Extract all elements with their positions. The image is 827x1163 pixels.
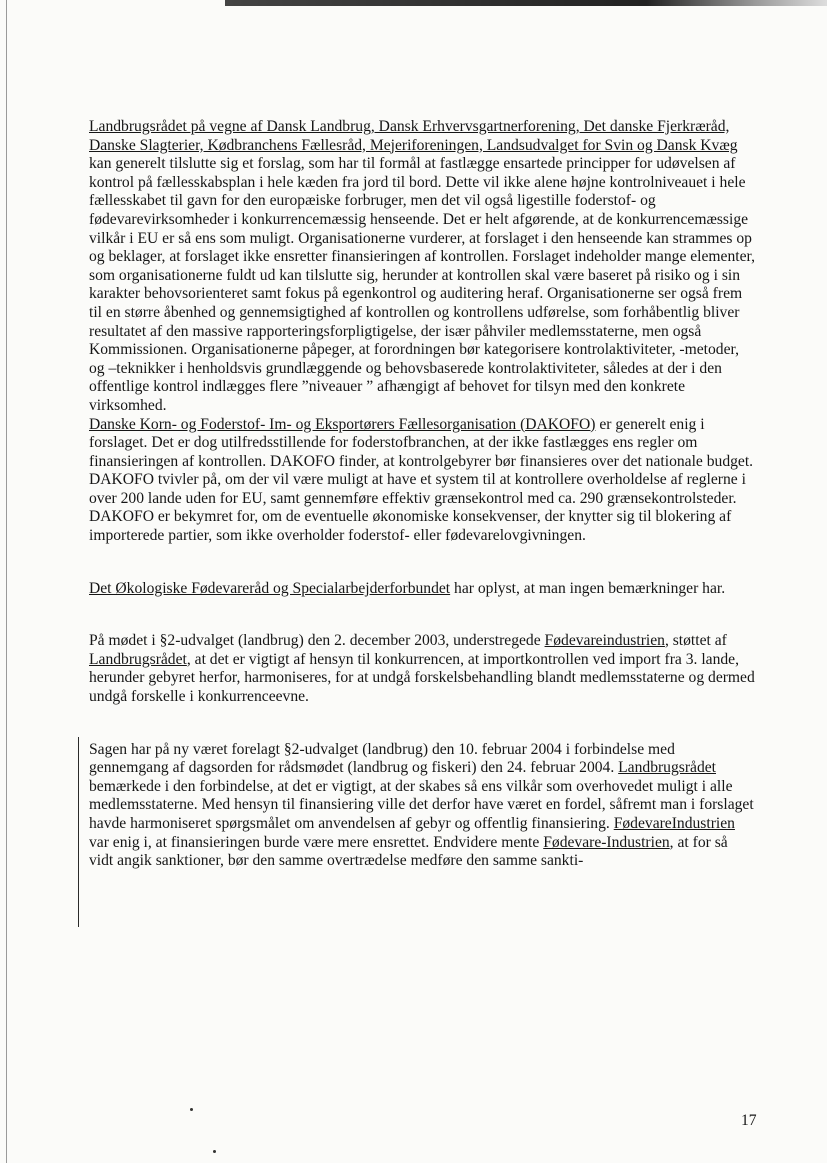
paragraph-text: var enig i, at finansieringen burde være mere ensrettet. Endvidere mente <box>89 833 544 851</box>
paragraph-text: Sagen har på ny været forelagt §2-udvalget (landbrug) den 10. februar 2004 i forbindelse med gennemgang af dagsorden for rådsmødet (landbrug og fiskeri) den 24. februar 2004. <box>89 740 675 777</box>
org-name: Landbrugsrådet på vegne af Dansk Landbrug, Dansk Erhvervsgartnerforening, Det danske Fjerkræråd, Danske Slagterier, Kødbranchens Fællesråd, Mejeriforeningen, Landsudvalget for Svin og Dansk Kvæg <box>89 118 738 154</box>
scan-speck <box>213 1150 216 1153</box>
paragraph-text: bemærkede i den forbindelse, at det er vigtigt, at der skabes så ens vilkår som overhovedet muligt i alle medlemsstaterne. Med hensyn til finansiering ville det derfor have været en fordel, såfremt man i forslaget havde harmoniseret spørgsmålet om anvendelsen af gebyr og offentlig finansiering. <box>89 777 754 832</box>
org-name: Landbrugsrådet <box>89 650 187 668</box>
org-name: FødevareIndustrien <box>613 815 735 832</box>
paragraph-text: er generelt enig i forslaget. Det er dog utilfredsstillende for foderstofbranchen, at der ikke fastlægges ens regler om finansieringen af kontrollen. DAKOFO finder, at kontrolgebyrer bør finansieres over det nationale budget. DAKOFO tvivler på, om der vil være muligt at have et system til at kontrollere overholdelse af reglerne i over 200 lande uden for EU, samt gennemføre effektiv grænsekontrol med ca. 290 grænsekontrolsteder. DAKOFO er bekymret for, om de eventuelle økonomiske konsekvenser, der knytter sig til blokering af importerede partier, som ikke overholder foderstof- eller fødevarelovgivningen. <box>89 415 754 545</box>
org-name: Landbrugsrådet <box>618 759 717 777</box>
page-body <box>89 118 755 871</box>
paragraph-oekologiske <box>89 580 755 599</box>
paragraph-landbrugsraadet <box>89 118 755 416</box>
paragraph-dakofo <box>89 416 755 546</box>
org-name: Det Økologiske Fødevareråd og Specialarbejderforbundet <box>89 579 451 597</box>
paragraph-text: har oplyst, at man ingen bemærkninger har. <box>450 579 726 597</box>
paragraph-text: kan generelt tilslutte sig et forslag, som har til formål at fastlægge ensartede principper for udøvelsen af kontrol på fællesskabsplan i hele kæden fra jord til bord. Dette vil ikke alene højne kontrolniveauet i hele fællesskabet til gavn for den europæiske forbruger, men det vil også ligestille foderstof- og fødevarevirksomheder i konkurrencemæssig henseende. Det er helt afgørende, at de konkurrencemæssige vilkår i EU er så ens som muligt. Organisationerne vurderer, at forslaget i den henseende kan strammes op og beklager, at forslaget ikke ensretter finansieringen af kontrollen. Forslaget indeholder mange elementer, som organisationerne fuldt ud kan tilslutte sig, herunder at kontrollen skal være baseret på risiko og i sin karakter behovsorienteret samt fokus på egenkontrol og auditering heraf. Organisationerne ser også frem til en større åbenhed og gennemsigtighed af kontrollen og kontrollens udførelse, som forhåbentlig bliver resultatet af den massive rapporteringsforpligtigelse, der især påhviler medlemsstaterne, men også Kommissionen. Organisationerne påpeger, at forordningen bør kategorisere kontrolaktiviteter, -metoder, og –teknikker i henholdsvis grundlæggende og behovsbaserede kontrolaktiviteter, således at der i den offentlige kontrol indlægges flere ”niveauer ” afhængigt af behovet for tilsyn med den konkrete virksomhed. <box>89 155 756 414</box>
org-name: Fødevareindustrien <box>544 632 665 650</box>
scan-speck <box>190 1108 193 1111</box>
scan-left-edge <box>6 0 7 1163</box>
revised-section <box>89 741 755 871</box>
paragraph-text: På mødet i §2-udvalget (landbrug) den 2. december 2003, understregede <box>89 632 545 650</box>
paragraph-text: , at det er vigtigt af hensyn til konkurrencen, at importkontrollen ved import fra 3. lande, herunder gebyret herfor, harmoniseres, for at undgå forskelsbehandling blandt medlemsstaterne og dermed undgå forskelle i konkurrenceevne. <box>89 650 755 706</box>
page-number: 17 <box>741 1112 757 1129</box>
paragraph-moede-2004 <box>89 741 755 871</box>
scan-top-rule <box>225 0 827 6</box>
paragraph-text: , støttet af <box>664 632 727 650</box>
org-name: Fødevare-Industrien <box>543 833 670 851</box>
paragraph-moede-2003 <box>89 632 755 706</box>
paragraph-text: , at for så vidt angik sanktioner, bør den samme overtrædelse medføre den samme sankti- <box>89 833 728 870</box>
org-name: Danske Korn- og Foderstof- Im- og Eksportørers Fællesorganisation (DAKOFO) <box>89 415 596 433</box>
revision-bar <box>78 737 79 927</box>
